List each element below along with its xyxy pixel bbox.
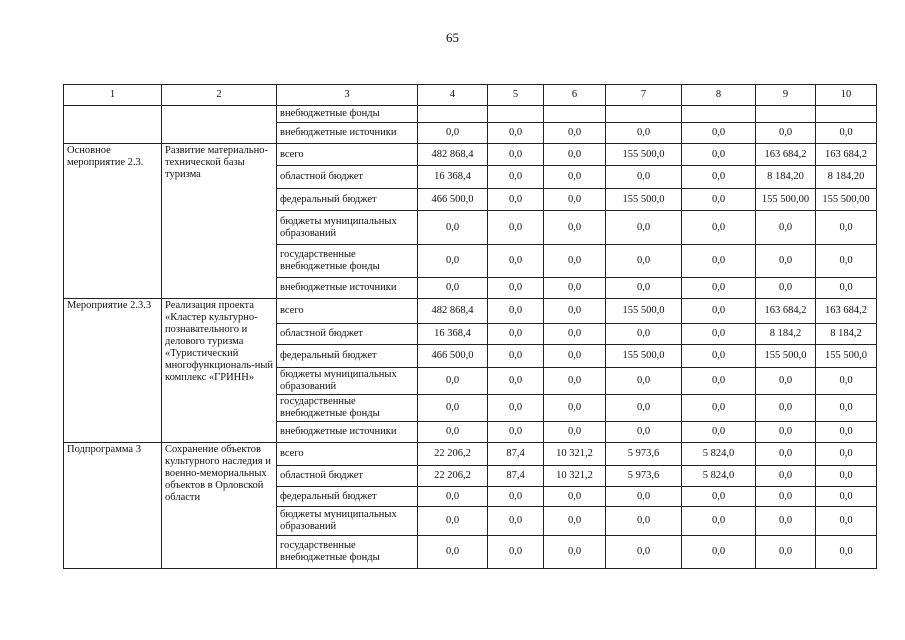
value-cell: 0,0 — [816, 278, 877, 299]
value-cell: 466 500,0 — [418, 189, 488, 211]
value-cell: 0,0 — [682, 245, 756, 278]
value-cell: 0,0 — [682, 189, 756, 211]
value-cell: 5 824,0 — [682, 443, 756, 466]
funding-source-cell: всего — [277, 144, 418, 166]
value-cell: 0,0 — [682, 507, 756, 536]
value-cell: 0,0 — [418, 123, 488, 144]
value-cell: 0,0 — [544, 345, 606, 368]
value-cell: 0,0 — [682, 166, 756, 189]
value-cell: 0,0 — [488, 299, 544, 324]
value-cell — [682, 106, 756, 123]
funding-source-cell: внебюджетные фонды — [277, 106, 418, 123]
funding-source-cell: областной бюджет — [277, 166, 418, 189]
program-description-cell: Сохранение объектов культурного наследия и военно-мемориальных объектов в Орловской области — [162, 443, 277, 569]
page-number: 65 — [446, 30, 459, 45]
value-cell: 0,0 — [544, 395, 606, 422]
value-cell: 22 206,2 — [418, 443, 488, 466]
value-cell — [816, 106, 877, 123]
value-cell: 155 500,0 — [816, 345, 877, 368]
cont-col2-cell — [162, 106, 277, 144]
header-row — [64, 85, 877, 106]
header-cell: 6 — [544, 85, 606, 106]
value-cell: 0,0 — [544, 422, 606, 443]
value-cell: 0,0 — [544, 507, 606, 536]
funding-source-cell: внебюджетные источники — [277, 278, 418, 299]
funding-source-cell: бюджеты муниципальных образований — [277, 368, 418, 395]
header-cell: 4 — [418, 85, 488, 106]
value-cell: 0,0 — [544, 166, 606, 189]
value-cell: 10 321,2 — [544, 443, 606, 466]
value-cell: 0,0 — [816, 466, 877, 487]
value-cell: 163 684,2 — [756, 144, 816, 166]
value-cell: 0,0 — [488, 189, 544, 211]
value-cell: 0,0 — [816, 123, 877, 144]
value-cell: 0,0 — [756, 536, 816, 569]
value-cell: 0,0 — [682, 299, 756, 324]
value-cell: 0,0 — [682, 278, 756, 299]
value-cell: 16 368,4 — [418, 324, 488, 345]
value-cell: 0,0 — [544, 123, 606, 144]
value-cell: 0,0 — [816, 368, 877, 395]
value-cell: 482 868,4 — [418, 144, 488, 166]
value-cell: 0,0 — [544, 189, 606, 211]
value-cell: 0,0 — [816, 211, 877, 245]
value-cell: 0,0 — [418, 245, 488, 278]
program-name-cell: Основное мероприятие 2.3. — [64, 144, 162, 299]
value-cell: 163 684,2 — [816, 144, 877, 166]
value-cell: 0,0 — [488, 368, 544, 395]
value-cell: 482 868,4 — [418, 299, 488, 324]
value-cell: 0,0 — [606, 422, 682, 443]
value-cell: 0,0 — [544, 144, 606, 166]
value-cell: 0,0 — [488, 395, 544, 422]
value-cell: 0,0 — [606, 166, 682, 189]
value-cell: 155 500,00 — [816, 189, 877, 211]
value-cell: 8 184,2 — [816, 324, 877, 345]
value-cell: 0,0 — [756, 245, 816, 278]
value-cell: 0,0 — [418, 507, 488, 536]
value-cell: 0,0 — [488, 211, 544, 245]
value-cell: 0,0 — [606, 123, 682, 144]
value-cell: 0,0 — [816, 443, 877, 466]
funding-source-cell: внебюджетные источники — [277, 123, 418, 144]
value-cell: 0,0 — [756, 123, 816, 144]
value-cell: 0,0 — [544, 278, 606, 299]
value-cell: 0,0 — [682, 536, 756, 569]
funding-source-cell: всего — [277, 443, 418, 466]
funding-source-cell: федеральный бюджет — [277, 487, 418, 507]
value-cell: 0,0 — [756, 211, 816, 245]
value-cell: 0,0 — [816, 422, 877, 443]
value-cell: 0,0 — [544, 487, 606, 507]
value-cell: 0,0 — [682, 211, 756, 245]
program-description-cell: Развитие материально-технической базы туризма — [162, 144, 277, 299]
value-cell: 0,0 — [606, 324, 682, 345]
value-cell: 0,0 — [418, 536, 488, 569]
funding-source-cell: всего — [277, 299, 418, 324]
value-cell: 0,0 — [682, 422, 756, 443]
value-cell: 10 321,2 — [544, 466, 606, 487]
value-cell: 163 684,2 — [816, 299, 877, 324]
header-cell: 7 — [606, 85, 682, 106]
value-cell: 0,0 — [606, 536, 682, 569]
table-row — [64, 443, 877, 466]
value-cell: 163 684,2 — [756, 299, 816, 324]
funding-source-cell: федеральный бюджет — [277, 189, 418, 211]
budget-table — [63, 84, 877, 569]
value-cell: 0,0 — [756, 422, 816, 443]
header-cell: 2 — [162, 85, 277, 106]
value-cell: 155 500,0 — [606, 189, 682, 211]
value-cell: 0,0 — [606, 395, 682, 422]
value-cell: 0,0 — [488, 507, 544, 536]
funding-source-cell: областной бюджет — [277, 466, 418, 487]
value-cell: 155 500,0 — [606, 299, 682, 324]
value-cell: 0,0 — [418, 422, 488, 443]
value-cell: 0,0 — [682, 368, 756, 395]
value-cell: 0,0 — [816, 536, 877, 569]
funding-source-cell: бюджеты муниципальных образований — [277, 211, 418, 245]
value-cell: 0,0 — [756, 395, 816, 422]
value-cell: 0,0 — [816, 395, 877, 422]
value-cell: 0,0 — [544, 368, 606, 395]
value-cell: 0,0 — [682, 395, 756, 422]
value-cell: 0,0 — [682, 324, 756, 345]
value-cell: 155 500,00 — [756, 189, 816, 211]
value-cell: 0,0 — [756, 466, 816, 487]
value-cell: 0,0 — [488, 166, 544, 189]
funding-source-cell: государственные внебюджетные фонды — [277, 536, 418, 569]
value-cell: 0,0 — [816, 507, 877, 536]
program-description-cell: Реализация проекта «Кластер культурно-познавательного и делового туризма «Туристический многофункциональ-ный комплекс «ГРИНН» — [162, 299, 277, 443]
header-cell: 10 — [816, 85, 877, 106]
value-cell: 8 184,20 — [756, 166, 816, 189]
value-cell: 0,0 — [756, 278, 816, 299]
funding-source-cell: внебюджетные источники — [277, 422, 418, 443]
value-cell: 0,0 — [418, 368, 488, 395]
value-cell: 0,0 — [544, 324, 606, 345]
value-cell — [756, 106, 816, 123]
header-cell: 5 — [488, 85, 544, 106]
value-cell: 87,4 — [488, 443, 544, 466]
value-cell: 0,0 — [816, 487, 877, 507]
header-cell: 3 — [277, 85, 418, 106]
value-cell: 0,0 — [488, 345, 544, 368]
header-cell: 1 — [64, 85, 162, 106]
value-cell: 0,0 — [544, 245, 606, 278]
value-cell: 155 500,0 — [756, 345, 816, 368]
value-cell: 0,0 — [418, 211, 488, 245]
value-cell — [418, 106, 488, 123]
value-cell: 0,0 — [488, 278, 544, 299]
value-cell: 0,0 — [606, 211, 682, 245]
value-cell: 8 184,20 — [816, 166, 877, 189]
table-row — [64, 299, 877, 324]
value-cell: 87,4 — [488, 466, 544, 487]
value-cell: 0,0 — [418, 278, 488, 299]
value-cell: 466 500,0 — [418, 345, 488, 368]
value-cell: 0,0 — [488, 245, 544, 278]
value-cell: 0,0 — [544, 211, 606, 245]
value-cell — [544, 106, 606, 123]
value-cell: 0,0 — [756, 507, 816, 536]
value-cell: 0,0 — [418, 395, 488, 422]
cont-col1-cell — [64, 106, 162, 144]
value-cell: 0,0 — [488, 487, 544, 507]
funding-source-cell: государственные внебюджетные фонды — [277, 395, 418, 422]
value-cell: 0,0 — [682, 144, 756, 166]
value-cell: 0,0 — [682, 123, 756, 144]
value-cell: 155 500,0 — [606, 345, 682, 368]
value-cell: 0,0 — [682, 487, 756, 507]
table-row — [64, 106, 877, 123]
program-name-cell: Мероприятие 2.3.3 — [64, 299, 162, 443]
value-cell: 0,0 — [756, 487, 816, 507]
value-cell: 22 206,2 — [418, 466, 488, 487]
value-cell: 0,0 — [488, 324, 544, 345]
funding-source-cell: областной бюджет — [277, 324, 418, 345]
header-cell: 8 — [682, 85, 756, 106]
value-cell: 0,0 — [756, 443, 816, 466]
value-cell: 0,0 — [606, 245, 682, 278]
value-cell: 0,0 — [606, 487, 682, 507]
value-cell: 0,0 — [756, 368, 816, 395]
value-cell — [488, 106, 544, 123]
value-cell: 0,0 — [606, 507, 682, 536]
value-cell: 5 824,0 — [682, 466, 756, 487]
value-cell: 16 368,4 — [418, 166, 488, 189]
funding-source-cell: государственные внебюджетные фонды — [277, 245, 418, 278]
value-cell: 0,0 — [488, 536, 544, 569]
funding-source-cell: федеральный бюджет — [277, 345, 418, 368]
value-cell: 5 973,6 — [606, 443, 682, 466]
value-cell: 0,0 — [488, 123, 544, 144]
value-cell: 0,0 — [418, 487, 488, 507]
value-cell: 0,0 — [544, 299, 606, 324]
value-cell: 0,0 — [816, 245, 877, 278]
program-name-cell: Подпрограмма 3 — [64, 443, 162, 569]
header-cell: 9 — [756, 85, 816, 106]
value-cell: 0,0 — [488, 422, 544, 443]
value-cell: 155 500,0 — [606, 144, 682, 166]
value-cell: 0,0 — [488, 144, 544, 166]
value-cell: 5 973,6 — [606, 466, 682, 487]
value-cell: 0,0 — [606, 278, 682, 299]
value-cell: 0,0 — [544, 536, 606, 569]
value-cell: 0,0 — [606, 368, 682, 395]
value-cell — [606, 106, 682, 123]
value-cell: 8 184,2 — [756, 324, 816, 345]
funding-source-cell: бюджеты муниципальных образований — [277, 507, 418, 536]
table-row — [64, 144, 877, 166]
value-cell: 0,0 — [682, 345, 756, 368]
